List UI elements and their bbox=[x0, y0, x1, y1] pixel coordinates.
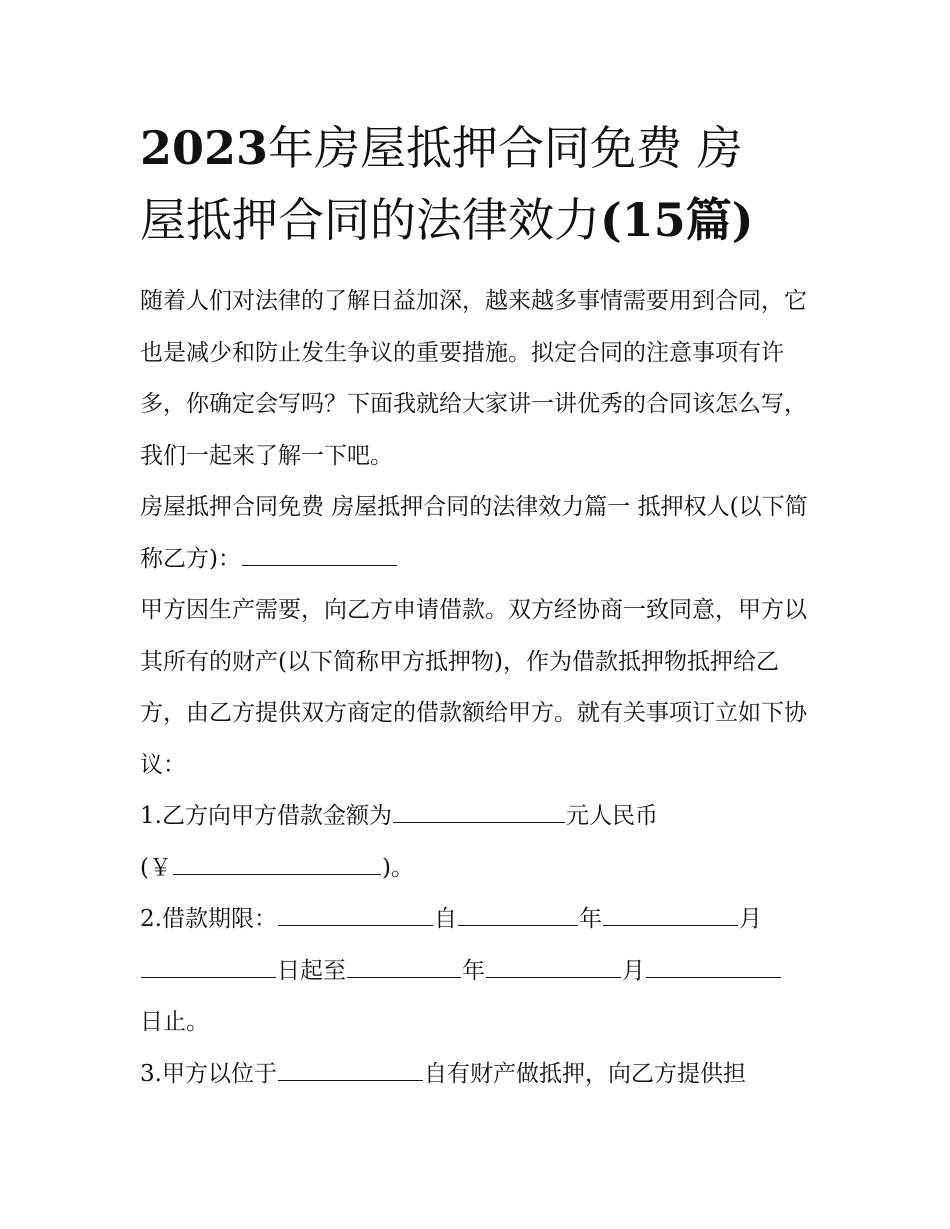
clause1-text-a: 1.乙方向甲方借款金额为 bbox=[140, 803, 392, 829]
end-year-blank bbox=[347, 976, 461, 978]
clause2-text-f: 年 bbox=[462, 957, 485, 984]
clause1-text-d: )。 bbox=[381, 854, 414, 881]
title-count: 15 bbox=[621, 193, 686, 247]
mortgagee-blank bbox=[242, 564, 397, 566]
term-blank bbox=[278, 924, 433, 926]
clause1-text-c: (￥ bbox=[140, 854, 172, 881]
title-line2-text: 屋抵押合同的法律效力 bbox=[140, 193, 600, 247]
intro-paragraph: 随着人们对法律的了解日益加深，越来越多事情需要用到合同，它也是减少和防止发生争议的重要措施。拟定合同的注意事项有许多，你确定会写吗？下面我就给大家讲一讲优秀的合同该怎么写，我们一起来了解一下吧。 bbox=[140, 288, 807, 469]
clause3-text-b: 自有财产做抵押，向乙方提供担 bbox=[423, 1060, 746, 1087]
clause2-text-c: 年 bbox=[578, 906, 602, 932]
clause2-text-a: 2.借款期限： bbox=[140, 906, 277, 932]
clause2-text-d: 月 bbox=[738, 906, 762, 932]
clause1-text-b: 元人民币 bbox=[565, 803, 658, 829]
title-paren-open: ( bbox=[600, 193, 622, 247]
document-title bbox=[140, 112, 830, 256]
clause2-text-h: 日止。 bbox=[140, 1009, 209, 1035]
start-year-blank bbox=[458, 924, 578, 926]
clause2-text-e: 日起至 bbox=[277, 957, 346, 984]
title-line1-text: 年房屋抵押合同免费 房 bbox=[268, 121, 743, 175]
section-heading bbox=[140, 482, 820, 585]
amount-yen-blank bbox=[173, 873, 381, 875]
clause2-text-g: 月 bbox=[622, 957, 645, 984]
start-day-blank bbox=[141, 976, 276, 978]
section-heading-text: 房屋抵押合同免费 房屋抵押合同的法律效力篇一 抵押权人(以下简称乙方)： bbox=[140, 494, 808, 572]
clause2-text-b: 自 bbox=[433, 906, 457, 932]
end-month-blank bbox=[486, 976, 621, 978]
clause3-text-a: 3.甲方以位于 bbox=[140, 1060, 277, 1087]
title-year: 2023 bbox=[140, 121, 269, 175]
title-paren-text: 篇) bbox=[685, 193, 754, 247]
clause-1 bbox=[140, 791, 820, 894]
borrow-paragraph: 甲方因生产需要，向乙方申请借款。双方经协商一致同意，甲方以其所有的财产(以下简称甲方抵押物)，作为借款抵押物抵押给乙方，由乙方提供双方商定的借款额给甲方。就有关事项订立如下协议： bbox=[140, 597, 807, 778]
clause-3 bbox=[140, 1049, 820, 1101]
amount-blank bbox=[393, 821, 565, 823]
clause-2 bbox=[140, 894, 820, 1049]
end-day-blank bbox=[646, 976, 781, 978]
property-location-blank bbox=[278, 1079, 423, 1081]
start-month-blank bbox=[603, 924, 738, 926]
document-body bbox=[140, 276, 820, 1100]
